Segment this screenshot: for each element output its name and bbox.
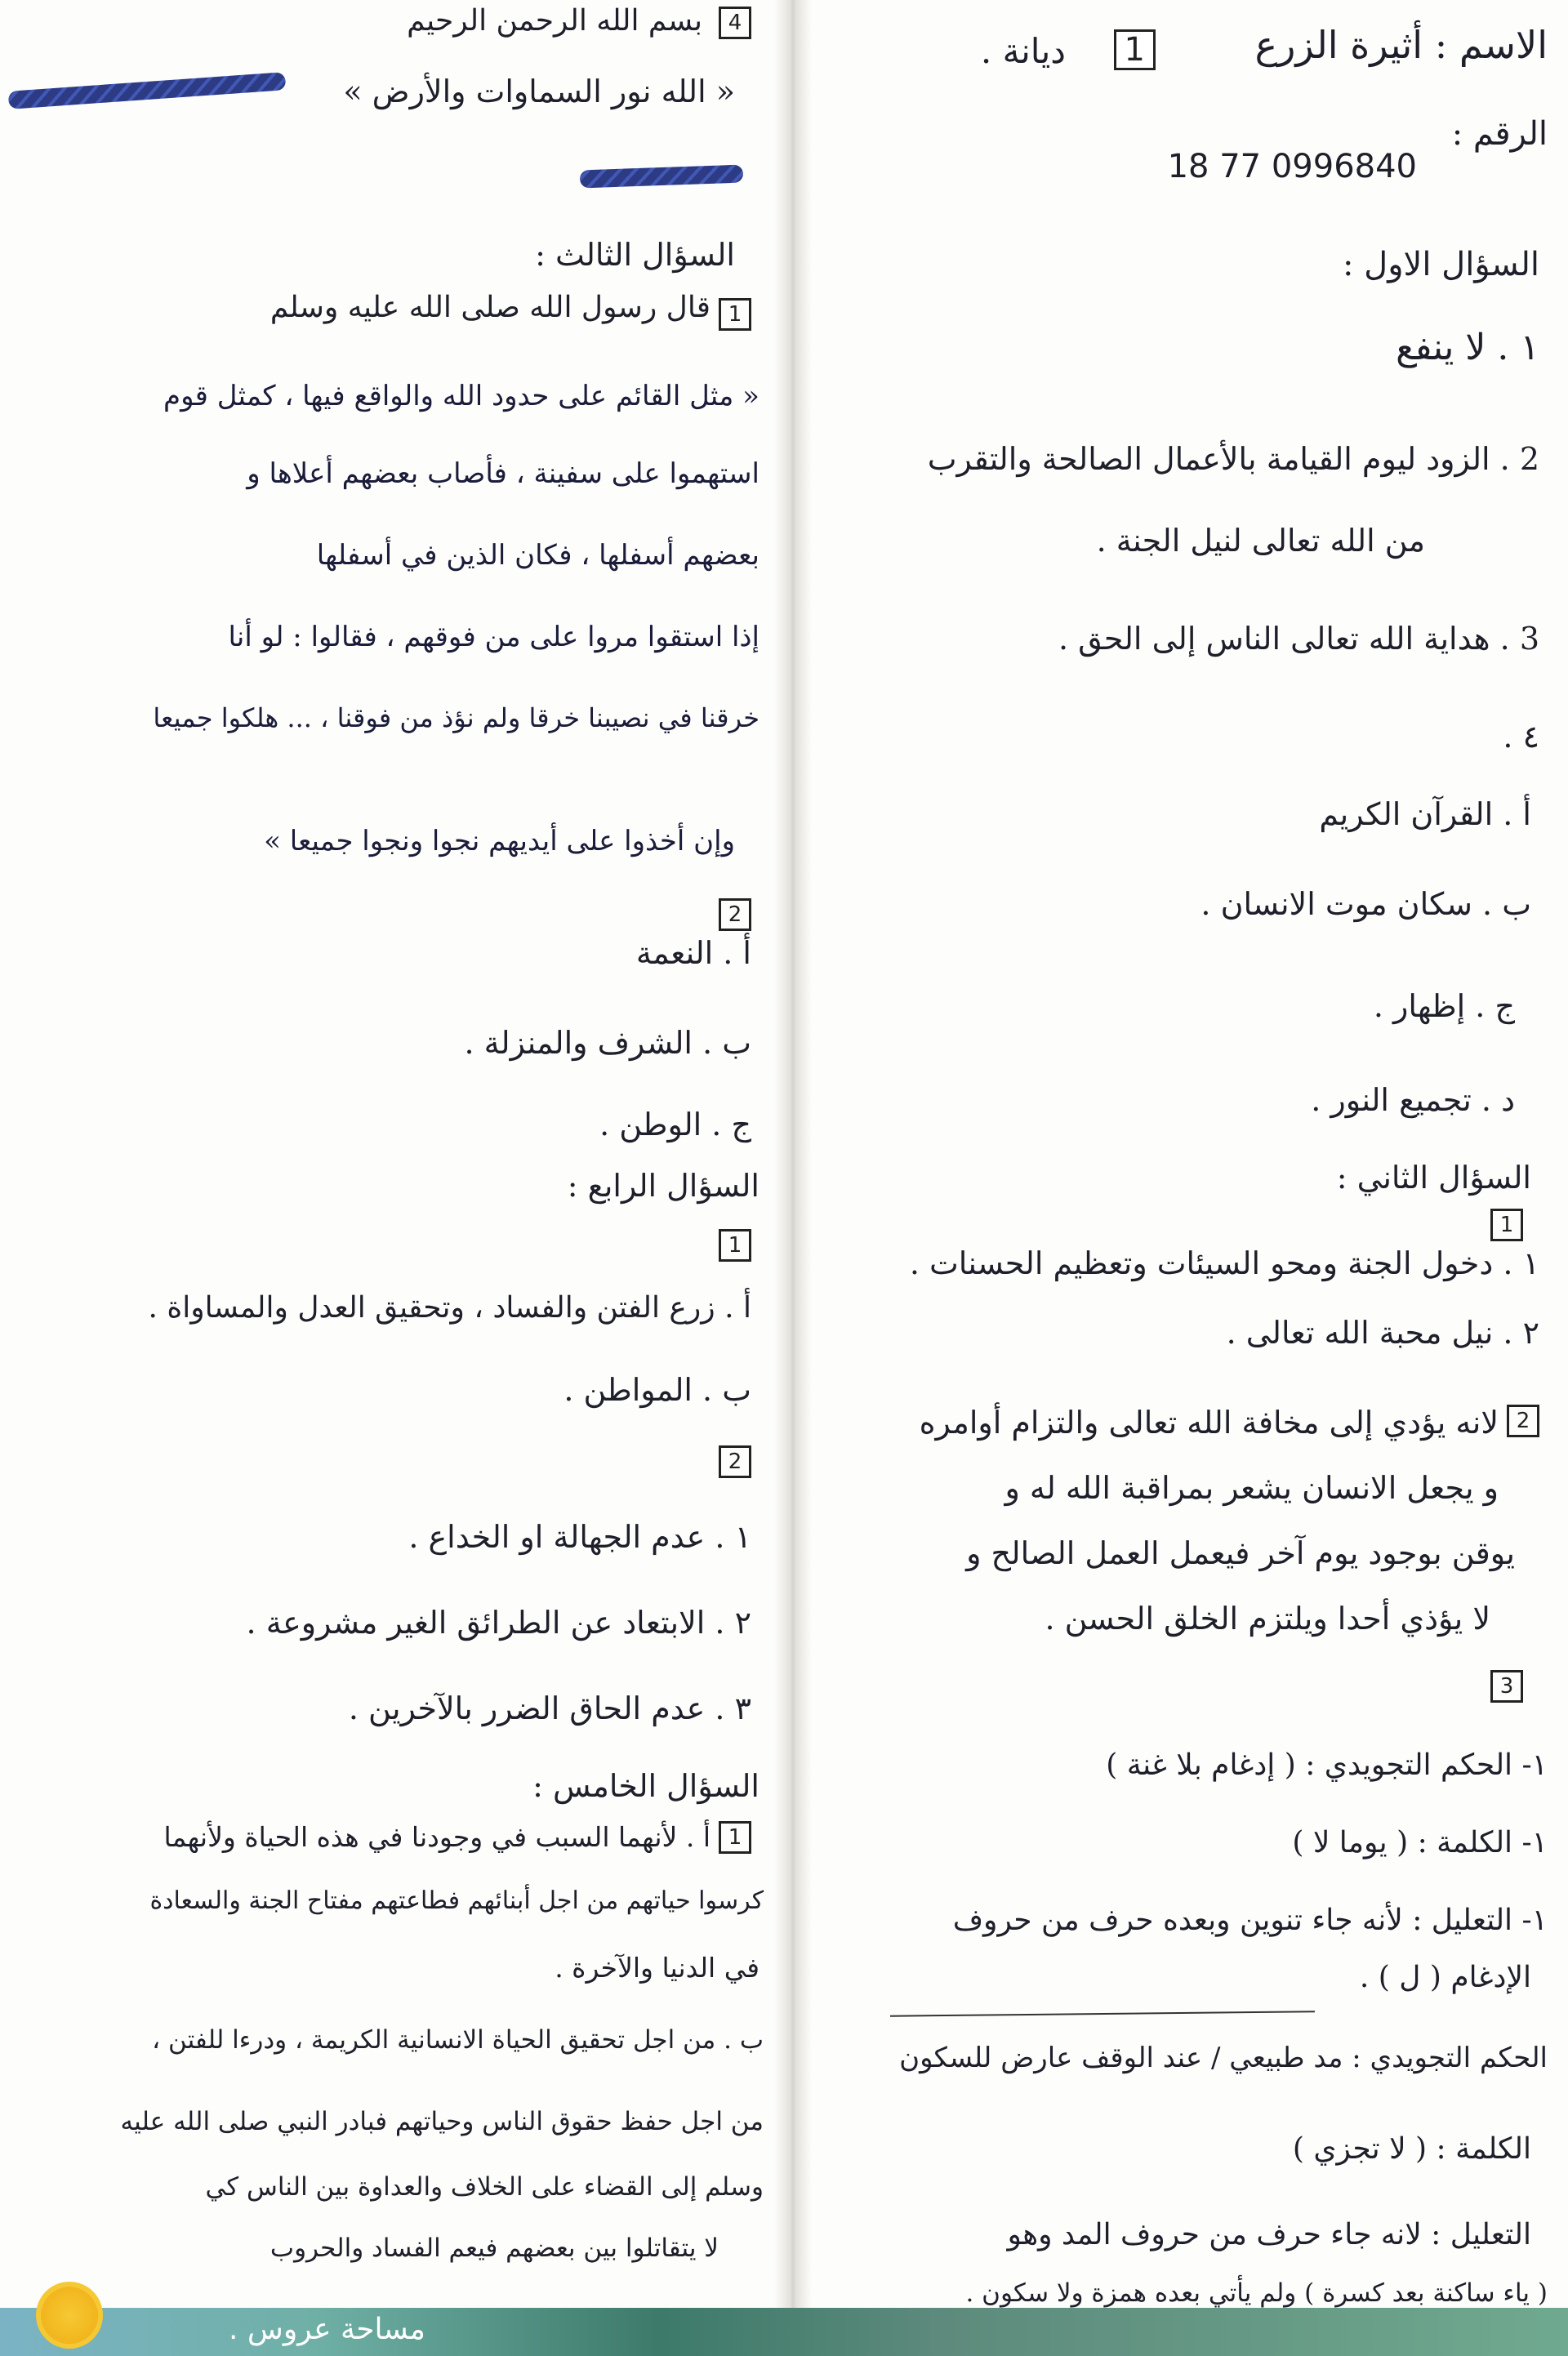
q5-answer-b-line3: وسلم إلى القضاء على الخلاف والعداوة بين الناس كي: [205, 2172, 764, 2202]
q2-answer-1-2: ٢ . نيل محبة الله تعالى .: [1226, 1315, 1539, 1351]
q5-box-1: 1: [719, 1821, 751, 1854]
q2-answer-2-line2: و يجعل الانسان يشعر بمراقبة الله له و: [1004, 1470, 1499, 1506]
student-name: الاسم : أثيرة الزرع: [1254, 23, 1548, 67]
q5-answer-a-line2: كرسوا حياتهم من اجل أبنائهم فطاعتهم مفتاح الجنة والسعادة: [149, 1886, 764, 1915]
tajweed-reason-2-line1: التعليل : لانه جاء حرف من حروف المد وهو: [1007, 2218, 1531, 2251]
q5-answer-b-line2: من اجل حفظ حقوق الناس وحياتهم فبادر النبي صلى الله عليه: [120, 2107, 764, 2136]
q4-title: السؤال الرابع :: [567, 1168, 760, 1204]
left-column: [8, 0, 768, 2356]
q2-answer-2-line4: لا يؤذي أحدا ويلتزم الخلق الحسن .: [1045, 1601, 1490, 1637]
q4-answer-2-1: ١ . عدم الجهالة او الخداع .: [408, 1519, 751, 1555]
q5-answer-a-line1: أ . لأنهما السبب في وجودنا في هذه الحياة ولأنهما: [163, 1821, 710, 1853]
q2-answer-1-1: ١ . دخول الجنة ومحو السيئات وتعظيم الحسنات .: [909, 1245, 1539, 1281]
sun-icon: [41, 2287, 98, 2344]
q3-title: السؤال الثالث :: [535, 237, 735, 273]
hadith-line-2: استهموا على سفينة ، فأصاب بعضهم أعلاها و: [247, 457, 760, 490]
q1-answer-4: ٤ .: [1503, 719, 1539, 755]
tajweed-word-1: ١- الكلمة : ( يوما لا ): [1292, 1826, 1548, 1859]
q1-answer-3: 3 . هداية الله تعالى الناس إلى الحق .: [1058, 621, 1539, 657]
q3-answer-2c: ج . الوطن .: [599, 1107, 751, 1142]
q1-answer-2-line2: من الله تعالى لنيل الجنة .: [1096, 523, 1425, 559]
subject-name: ديانة .: [980, 31, 1066, 71]
tajweed-rule-2: الحكم التجويدي : مد طبيعي / عند الوقف عارض للسكون: [899, 2042, 1548, 2074]
q4-answer-2-3: ٣ . عدم الحاق الضرر بالآخرين .: [348, 1690, 751, 1726]
q2-box-3: 3: [1490, 1670, 1523, 1703]
student-number-label: الرقم :: [1451, 115, 1548, 153]
crossed-out-scribble-2: [580, 165, 744, 189]
subject-number-box: 1: [1114, 29, 1156, 70]
q3-answer-2b: ب . الشرف والمنزلة .: [464, 1025, 751, 1061]
student-number: 0996840 77 18: [1167, 148, 1417, 185]
q1-answer-4d: د . تجميع النور .: [1311, 1082, 1515, 1118]
q1-answer-4b: ب . سكان موت الانسان .: [1200, 886, 1531, 922]
q5-answer-b-line4: لا يتقاتلوا بين بعضهم فيعم الفساد والحروب: [270, 2234, 719, 2263]
q2-box-1: 1: [1490, 1209, 1523, 1241]
q1-title: السؤال الاول :: [1342, 246, 1539, 283]
tajweed-rule-1: ١- الحكم التجويدي : ( إدغام بلا غنة ): [1106, 1748, 1548, 1782]
q5-title: السؤال الخامس :: [532, 1768, 760, 1804]
q4-box-2: 2: [719, 1445, 751, 1478]
tajweed-reason-2-line2: ( ياء ساكنة بعد كسرة ) ولم يأتي بعده همزة ولا سكون .: [965, 2278, 1548, 2308]
page-fold: [774, 0, 812, 2356]
hadith-line-5: خرقنا في نصيبنا خرقا ولم نؤذ من فوقنا ، ... هلكوا جميعا: [153, 702, 760, 733]
q3-box-1: 1: [719, 298, 751, 331]
q-box-4: 4: [719, 7, 751, 39]
q4-box-1: 1: [719, 1229, 751, 1262]
hadith-line-3: بعضهم أسفلها ، فكان الذين في أسفلها: [316, 539, 760, 572]
hadith-line-4: إذا استقوا مروا على من فوقهم ، فقالوا : لو أنا: [228, 621, 760, 653]
hadith-line-1: « مثل القائم على حدود الله والواقع فيها ، كمثل قوم: [163, 380, 760, 412]
q4-answer-2-2: ٢ . الابتعاد عن الطرائق الغير مشروعة .: [246, 1605, 751, 1641]
q3-box-2: 2: [719, 898, 751, 931]
crossed-out-scribble: [8, 72, 287, 109]
basmala: بسم الله الرحمن الرحيم: [407, 4, 702, 38]
q2-title: السؤال الثاني :: [1336, 1160, 1531, 1196]
q5-answer-b-line1: ب . من اجل تحقيق الحياة الانسانية الكريمة ، ودرءا للفتن ،: [152, 2025, 764, 2055]
quran-verse: « الله نور السماوات والأرض »: [343, 73, 735, 109]
q4-answer-1a: أ . زرع الفتن والفساد ، وتحقيق العدل والمساواة .: [148, 1291, 751, 1325]
q1-answer-4c: ج . إظهار .: [1373, 988, 1515, 1024]
q3-answer-2a: أ . النعمة: [635, 935, 751, 971]
q1-answer-4a: أ . القرآن الكريم: [1319, 796, 1531, 832]
q2-answer-2-line1: لانه يؤدي إلى مخافة الله تعالى والتزام أوامره: [919, 1405, 1499, 1441]
separator-line: [890, 2011, 1315, 2016]
bottom-strip-text: مساحة عروس .: [229, 2313, 425, 2346]
tajweed-reason-1-line2: الإدغام ( ل ) .: [1359, 1961, 1531, 1994]
q5-answer-a-line3: في الدنيا والآخرة .: [555, 1952, 760, 1984]
right-column: [817, 0, 1556, 2356]
q1-answer-1: ١ . لا ينفع: [1396, 327, 1539, 368]
hadith-line-6: وإن أخذوا على أيديهم نجوا ونجوا جميعا »: [264, 825, 735, 857]
q3-hadith-intro: قال رسول الله صلى الله عليه وسلم: [270, 291, 710, 324]
q2-box-2: 2: [1507, 1405, 1539, 1437]
tajweed-reason-1-line1: ١- التعليل : لأنه جاء تنوين وبعده حرف من حروف: [952, 1904, 1548, 1937]
q2-answer-2-line3: يوقن بوجود يوم آخر فيعمل العمل الصالح و: [966, 1535, 1515, 1571]
tajweed-word-2: الكلمة : ( لا تجزي ): [1292, 2132, 1531, 2166]
q4-answer-1b: ب . المواطن .: [564, 1372, 751, 1408]
q1-answer-2-line1: 2 . الزود ليوم القيامة بالأعمال الصالحة والتقرب: [927, 441, 1539, 477]
